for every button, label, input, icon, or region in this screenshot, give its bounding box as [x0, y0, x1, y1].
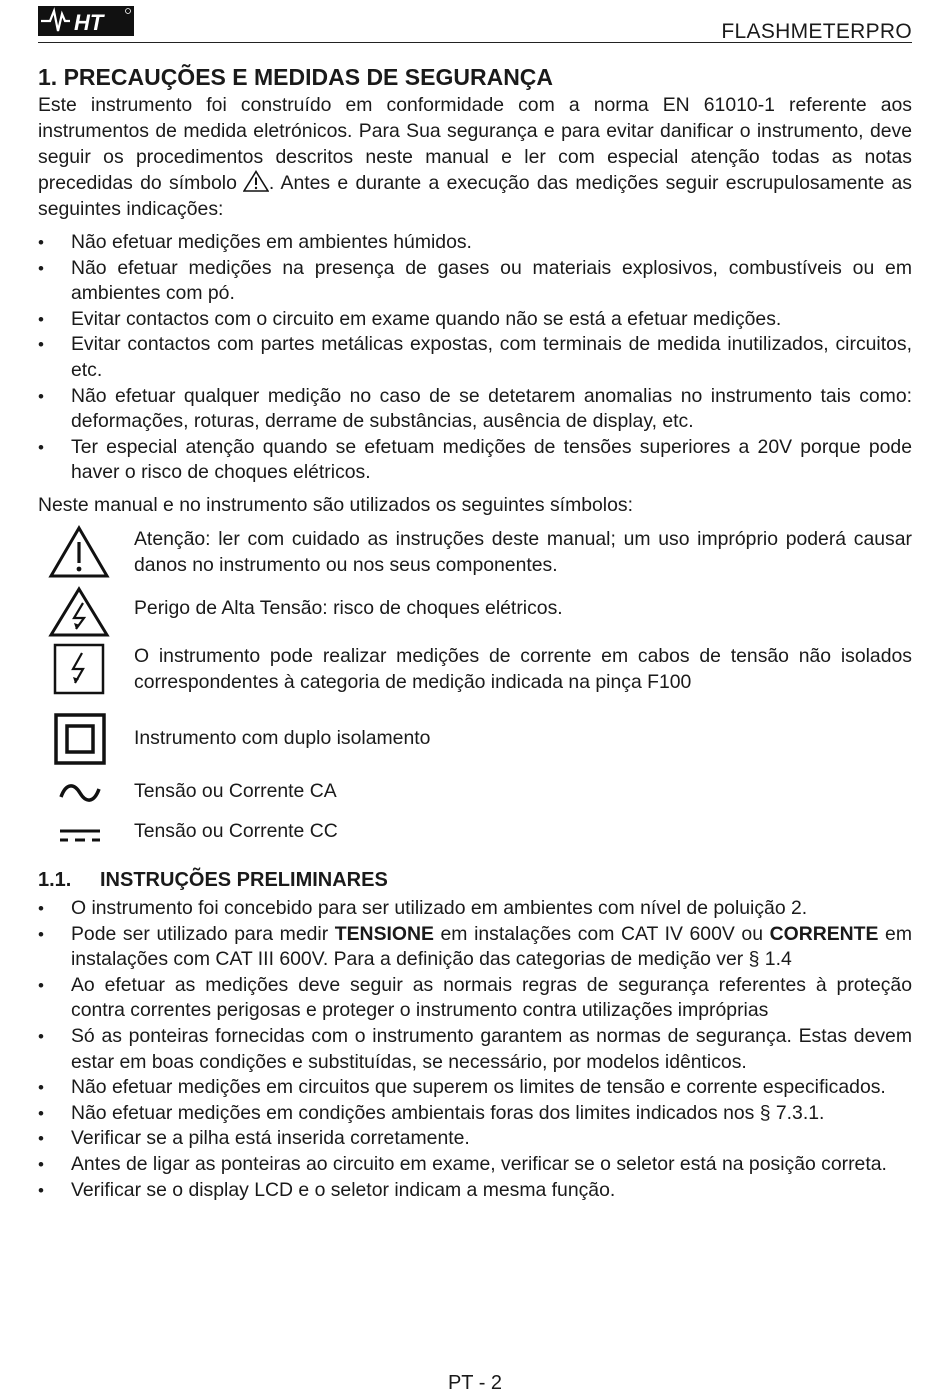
- list-item: • Não efetuar qualquer medição no caso de se detetarem anomalias no instrumento tais como: deformações, roturas, derrame de substâncias, ausência de display, etc.: [38, 384, 912, 435]
- list-item: [38, 922, 912, 973]
- intro-text-2: . Antes e durante a execução das medições seguir escrupulosamente as seguintes indicações:: [38, 172, 912, 220]
- list-item: • Ter especial atenção quando se efetuam medições de tensões superiores a 20V porque pode haver o risco de choques elétricos.: [38, 435, 912, 486]
- section-1-intro: [38, 92, 912, 222]
- symbol-text: Atenção: ler com cuidado as instruções deste manual; um uso impróprio poderá causar danos no instrumento ou nos seus componentes.: [134, 528, 912, 576]
- safety-bullet-list: [38, 230, 912, 486]
- symbol-text: Perigo de Alta Tensão: risco de choques elétricos.: [134, 597, 563, 619]
- warning-triangle-icon: [243, 170, 269, 192]
- dc-icon: [58, 823, 102, 845]
- intro-text-1: Este instrumento foi construído em conformidade com a norma EN 61010-1 referente aos instrumentos de medida eletrónicos. Para Sua segurança e para evitar danificar o instrumento, deve seguir os procedimentos descritos neste manual e ler com especial atenção todas as notas precedidas do símbolo: [38, 94, 912, 194]
- symbol-row-high-voltage: [38, 586, 912, 638]
- symbol-row-live-conductor: [38, 642, 912, 696]
- list-item: • Não efetuar medições em circuitos que superem os limites de tensão e corrente especificados.: [38, 1075, 912, 1101]
- warning-triangle-icon: [48, 525, 110, 579]
- text-run-bold: CORRENTE: [769, 922, 879, 945]
- list-item: • Evitar contactos com o circuito em exame quando não se está a efetuar medições.: [38, 307, 912, 333]
- page-header: [38, 6, 912, 43]
- section-1-title: 1. PRECAUÇÕES E MEDIDAS DE SEGURANÇA: [38, 64, 554, 90]
- list-item: • Não efetuar medições na presença de gases ou materiais explosivos, combustíveis ou em ambientes com pó.: [38, 256, 912, 307]
- logo-text: HT: [74, 10, 104, 35]
- symbol-text: Tensão ou Corrente CC: [134, 820, 338, 842]
- text-run-bold: TENSIONE: [334, 922, 434, 945]
- symbol-row-ac: [38, 779, 912, 809]
- list-item: • Verificar se a pilha está inserida corretamente.: [38, 1126, 912, 1152]
- symbol-row-dc: [38, 819, 912, 849]
- live-conductor-icon: [52, 642, 106, 696]
- section-title: INSTRUÇÕES PRELIMINARES: [100, 869, 388, 891]
- product-name: FLASHMETERPRO: [721, 20, 912, 43]
- double-insulation-icon: [53, 712, 107, 766]
- page-number: PT - 2: [447, 1372, 503, 1394]
- section-1-1-title: [38, 869, 388, 892]
- list-item: • O instrumento foi concebido para ser utilizado em ambientes com nível de poluição 2.: [38, 896, 912, 922]
- list-item: • Ao efetuar as medições deve seguir as normais regras de segurança referentes à proteção contra correntes perigosas e proteger o instrumento contra utilizações impróprias: [38, 973, 912, 1024]
- symbol-row-double-insulation: [38, 712, 912, 766]
- list-item: • Só as ponteiras fornecidas com o instrumento garantem as normas de segurança. Estas devem estar em boas condições e substituídas, se necessário, por modelos idênticos.: [38, 1024, 912, 1075]
- list-item: • Não efetuar medições em condições ambientais foras dos limites indicados nos § 7.3.1.: [38, 1101, 912, 1127]
- text-run: em instalações com CAT IV 600V ou: [433, 922, 770, 945]
- text-run: Pode ser utilizado para medir: [71, 922, 335, 945]
- text-run: em instalações com CAT III 600V. Para a definição das categorias de medição ver § 1.4: [71, 922, 912, 971]
- list-item: • Não efetuar medições em ambientes húmidos.: [38, 230, 912, 256]
- list-item: • Verificar se o display LCD e o seletor indicam a mesma função.: [38, 1178, 912, 1204]
- symbols-intro: Neste manual e no instrumento são utilizados os seguintes símbolos:: [38, 494, 633, 516]
- list-item: • Antes de ligar as ponteiras ao circuito em exame, verificar se o seletor está na posição correta.: [38, 1152, 912, 1178]
- list-item: • Evitar contactos com partes metálicas expostas, com terminais de medida inutilizados, circuitos, etc.: [38, 332, 912, 383]
- ac-icon: [58, 779, 102, 807]
- section-number: 1.1.: [38, 869, 72, 891]
- symbol-text: Tensão ou Corrente CA: [134, 780, 337, 802]
- symbol-text: O instrumento pode realizar medições de corrente em cabos de tensão não isolados correspondentes à categoria de medição indicada na pinça F100: [134, 645, 912, 693]
- symbol-row-warning: [38, 527, 912, 583]
- ht-logo: [38, 6, 134, 36]
- high-voltage-icon: [48, 586, 110, 638]
- preliminary-bullet-list: [38, 896, 912, 1203]
- symbol-text: Instrumento com duplo isolamento: [134, 727, 431, 749]
